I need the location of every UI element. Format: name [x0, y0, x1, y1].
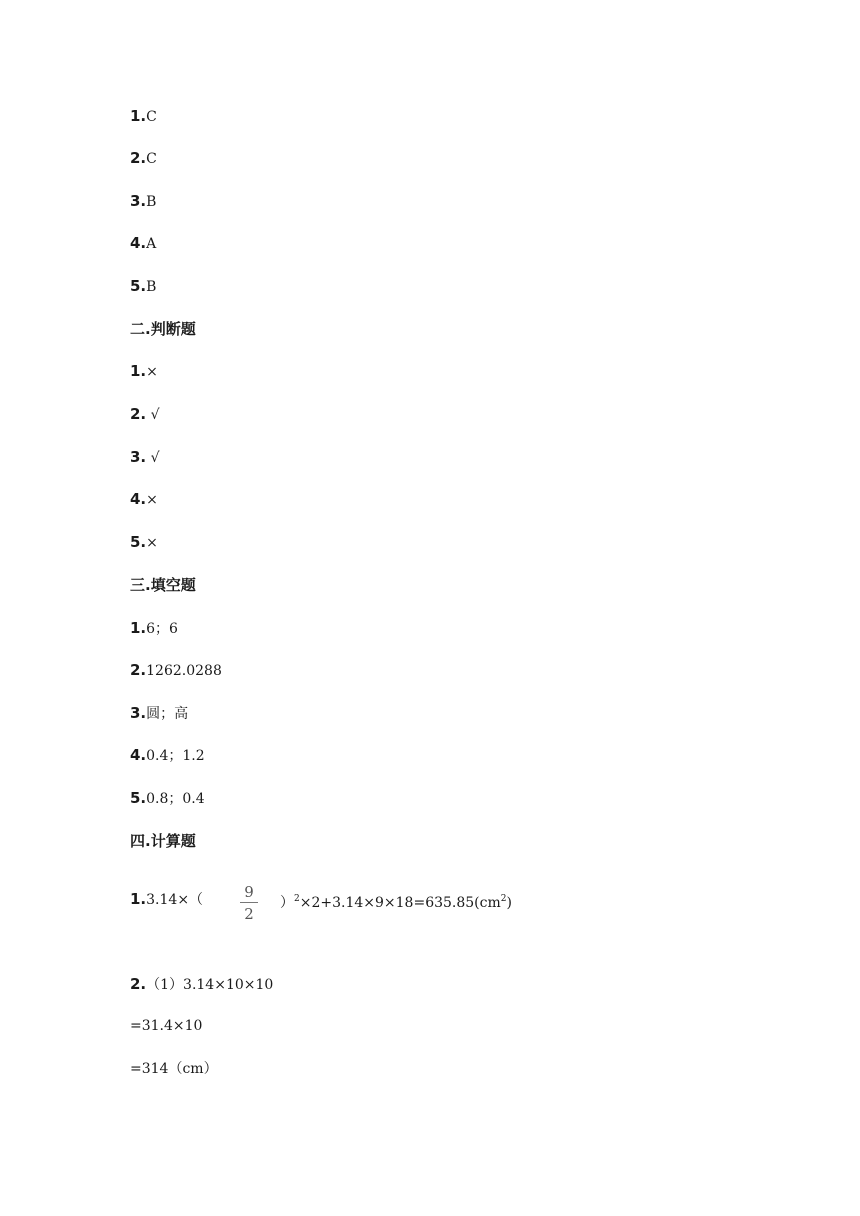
s1-item-2: [130, 148, 157, 169]
fraction-numerator: 9: [244, 883, 254, 901]
item-answer: 0.4；1.2: [146, 748, 205, 764]
item-number: 4.: [130, 490, 147, 508]
formula-rest: [280, 889, 512, 913]
item-number: 3.: [130, 704, 147, 722]
item-number: 3.: [130, 192, 147, 210]
s2-item-3: [130, 447, 160, 468]
s2-item-1: [130, 361, 158, 382]
s3-item-4: [130, 745, 205, 766]
formula-body: ×2+3.14×9×18=635.85(cm: [299, 895, 501, 911]
item-answer: B: [146, 279, 157, 295]
item-answer: ×: [146, 492, 158, 508]
item-number: 2.: [130, 661, 147, 679]
calc-line-1: （1）3.14×10×10: [146, 977, 274, 993]
s1-item-3: [130, 191, 156, 212]
item-answer: 6；6: [146, 621, 178, 637]
item-number: 2.: [130, 975, 147, 993]
item-answer: C: [146, 151, 157, 167]
item-number: 1.: [130, 890, 147, 908]
item-number: 1.: [130, 362, 147, 380]
item-number: 1.: [130, 619, 147, 637]
s3-item-2: [130, 660, 222, 681]
item-number: 5.: [130, 533, 147, 551]
item-answer: ×: [146, 535, 158, 551]
section-heading-judgement: 二.判断题: [130, 320, 196, 338]
item-answer: 圆；高: [146, 706, 189, 722]
s4-item-1: [130, 889, 203, 910]
s3-item-5: [130, 788, 205, 809]
item-number: 2.: [130, 149, 147, 167]
exponent: 2: [294, 894, 300, 904]
item-answer: B: [146, 194, 157, 210]
unit-exponent: 2: [500, 894, 507, 904]
s3-item-3: [130, 703, 188, 724]
fraction-denominator: 2: [244, 905, 254, 923]
s1-item-1: [130, 106, 157, 127]
s1-item-5: [130, 276, 156, 297]
fraction-bar: [240, 902, 258, 903]
s2-item-2: [130, 404, 160, 425]
section-heading-calculation: 四.计算题: [130, 832, 196, 850]
s1-item-4: [130, 233, 156, 254]
s3-item-1: [130, 618, 178, 639]
fraction: [240, 883, 258, 923]
section-heading-fill-blank: 三.填空题: [130, 576, 196, 594]
item-number: 4.: [130, 746, 147, 764]
item-number: 2.: [130, 405, 147, 423]
s4-item-2: [130, 974, 273, 995]
item-answer: √: [146, 407, 160, 423]
calc-line-2: =31.4×10: [130, 1018, 203, 1034]
item-answer: ×: [146, 364, 158, 380]
item-number: 4.: [130, 234, 147, 252]
item-number: 5.: [130, 789, 147, 807]
formula-end: ): [506, 895, 512, 911]
item-answer: C: [146, 109, 157, 125]
close-paren: ）: [280, 895, 294, 911]
item-number: 1.: [130, 107, 147, 125]
s2-item-5: [130, 532, 158, 553]
s2-item-4: [130, 489, 158, 510]
item-answer: 1262.0288: [146, 663, 222, 679]
item-answer: A: [146, 236, 157, 252]
item-answer: 0.8；0.4: [146, 791, 205, 807]
formula-prefix: 3.14×（: [146, 892, 204, 908]
item-number: 5.: [130, 277, 147, 295]
item-answer: √: [146, 450, 160, 466]
item-number: 3.: [130, 448, 147, 466]
calc-line-3: =314（cm）: [130, 1061, 218, 1077]
